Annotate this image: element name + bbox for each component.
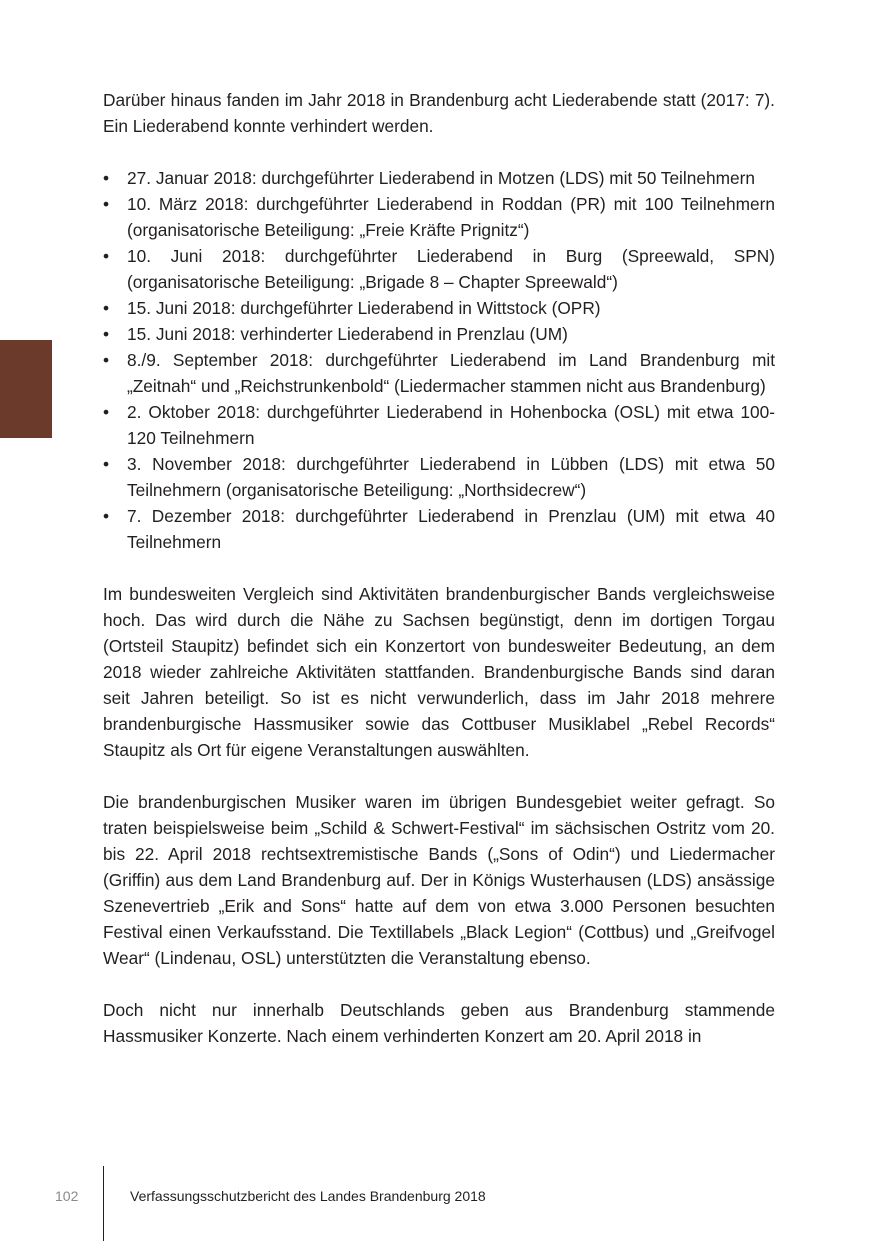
- list-item: [103, 399, 775, 451]
- footer-divider: [103, 1166, 104, 1241]
- list-item: [103, 503, 775, 555]
- bullet-icon: •: [103, 194, 110, 214]
- bullet-icon: •: [103, 298, 110, 318]
- chapter-tab-marker: [0, 340, 52, 438]
- event-text: 10. Juni 2018: durchgeführter Liederabend in Burg (Spreewald, SPN) (organisatorische Beteiligung: „Brigade 8 – Chapter Spreewald“): [127, 246, 775, 292]
- list-item: [103, 451, 775, 503]
- page-body: [103, 87, 775, 1049]
- event-text: 15. Juni 2018: verhinderter Liederabend in Prenzlau (UM): [127, 324, 568, 344]
- page-number: 102: [55, 1188, 79, 1204]
- bullet-icon: •: [103, 402, 110, 422]
- bullet-icon: •: [103, 324, 110, 344]
- festival-paragraph: Die brandenburgischen Musiker waren im übrigen Bundesgebiet weiter gefragt. So traten beispielsweise beim „Schild & Schwert-Festival“ im sächsischen Ostritz vom 20. bis 22. April 2018 rechtsextremistische Bands („Sons of Odin“) und Liedermacher (Griffin) aus dem Land Brandenburg auf. Der in Königs Wusterhausen (LDS) ansässige Szenevertrieb „Erik and Sons“ hatte auf dem von etwa 3.000 Personen besuchten Festival einen Verkaufsstand. Die Textillabels „Black Legion“ (Cottbus) und „Greifvogel Wear“ (Lindenau, OSL) unterstützten die Veranstaltung ebenso.: [103, 792, 775, 968]
- event-text: 8./9. September 2018: durchgeführter Liederabend im Land Brandenburg mit „Zeitnah“ und „Reichstrunkenbold“ (Liedermacher stammen nicht aus Brandenburg): [127, 350, 775, 396]
- bullet-icon: •: [103, 168, 110, 188]
- event-text: 3. November 2018: durchgeführter Liederabend in Lübben (LDS) mit etwa 50 Teilnehmern (organisatorische Beteiligung: „Northsidecrew“): [127, 454, 775, 500]
- footer-title: Verfassungsschutzbericht des Landes Brandenburg 2018: [130, 1188, 486, 1204]
- intro-paragraph: Darüber hinaus fanden im Jahr 2018 in Brandenburg acht Liederabende statt (2017: 7). Ein Liederabend konnte verhindert werden.: [103, 90, 775, 136]
- event-text: 2. Oktober 2018: durchgeführter Liederabend in Hohenbocka (OSL) mit etwa 100-120 Teilnehmern: [127, 402, 775, 448]
- event-text: 7. Dezember 2018: durchgeführter Liederabend in Prenzlau (UM) mit etwa 40 Teilnehmern: [127, 506, 775, 552]
- list-item: [103, 295, 775, 321]
- bullet-icon: •: [103, 350, 110, 370]
- event-text: 27. Januar 2018: durchgeführter Liederabend in Motzen (LDS) mit 50 Teilnehmern: [127, 168, 755, 188]
- event-text: 15. Juni 2018: durchgeführter Liederabend in Wittstock (OPR): [127, 298, 601, 318]
- bullet-icon: •: [103, 246, 110, 266]
- list-item: [103, 243, 775, 295]
- list-item: [103, 321, 775, 347]
- bands-comparison-paragraph: Im bundesweiten Vergleich sind Aktivitäten brandenburgischer Bands vergleichsweise hoch. Das wird durch die Nähe zu Sachsen begünstigt, denn im dortigen Torgau (Ortsteil Staupitz) befindet sich ein Konzertort von bundesweiter Bedeutung, an dem 2018 wieder zahlreiche Aktivitäten stattfanden. Brandenburgische Bands sind daran seit Jahren beteiligt. So ist es nicht verwunderlich, dass im Jahr 2018 mehrere brandenburgische Hassmusiker sowie das Cottbuser Musiklabel „Rebel Records“ Staupitz als Ort für eigene Veranstaltungen auswählten.: [103, 584, 775, 760]
- bullet-icon: •: [103, 454, 110, 474]
- bullet-icon: •: [103, 506, 110, 526]
- list-item: [103, 347, 775, 399]
- list-item: [103, 165, 775, 191]
- event-list: [103, 165, 775, 555]
- list-item: [103, 191, 775, 243]
- international-concerts-paragraph: Doch nicht nur innerhalb Deutschlands geben aus Brandenburg stammende Hassmusiker Konzerte. Nach einem verhinderten Konzert am 20. April 2018 in: [103, 1000, 775, 1046]
- event-text: 10. März 2018: durchgeführter Liederabend in Roddan (PR) mit 100 Teilnehmern (organisatorische Beteiligung: „Freie Kräfte Prignitz“): [127, 194, 775, 240]
